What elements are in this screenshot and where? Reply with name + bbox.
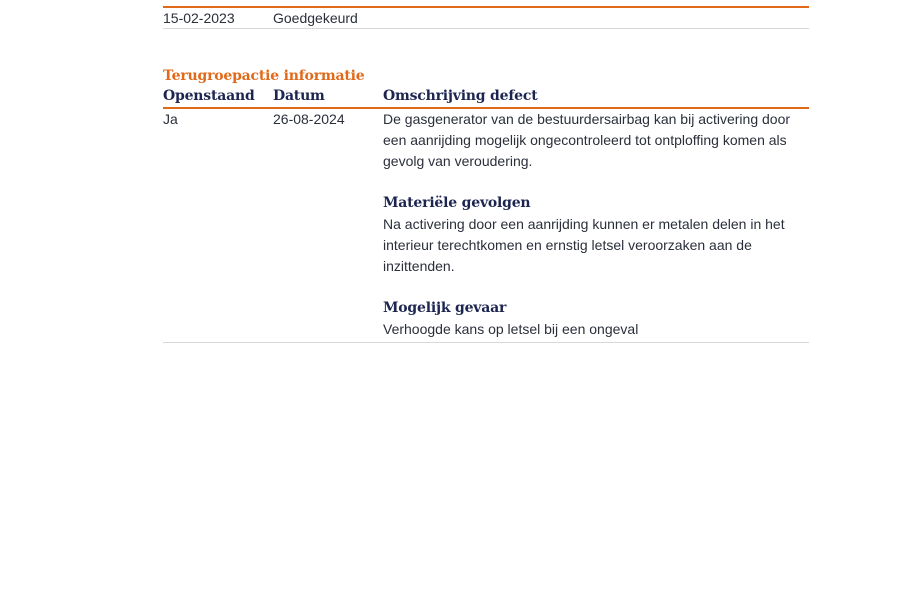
column-header-description: Omschrijving defect	[383, 88, 538, 104]
inspection-status: Goedgekeurd	[273, 10, 358, 26]
recall-description-cell	[383, 109, 809, 340]
inspection-date: 15-02-2023	[163, 10, 235, 26]
column-header-open: Openstaand	[163, 88, 255, 104]
danger-heading: Mogelijk gevaar	[383, 300, 507, 316]
consequences-text: Na activering door een aanrijding kunnen er metalen delen in het interieur terechtkomen en ernstig letsel veroorzaken aan de inzittenden.	[383, 216, 785, 274]
inspection-table-header	[163, 0, 809, 8]
inspection-table	[163, 0, 809, 29]
recall-table-header	[163, 86, 809, 109]
document-page	[163, 0, 809, 343]
recall-open-value: Ja	[163, 111, 178, 127]
recall-date-value: 26-08-2024	[273, 111, 345, 127]
column-header-date: Datum	[273, 88, 325, 104]
table-row	[163, 109, 809, 343]
recall-table	[163, 86, 809, 343]
danger-text: Verhoogde kans op letsel bij een ongeval	[383, 321, 639, 337]
consequences-heading: Materiële gevolgen	[383, 195, 531, 211]
section-title-recall: Terugroepactie informatie	[163, 68, 365, 84]
table-row	[163, 8, 809, 29]
defect-description: De gasgenerator van de bestuurdersairbag kan bij activering door een aanrijding mogelijk ongecontroleerd tot ontploffing komen als gevolg van veroudering.	[383, 111, 791, 169]
